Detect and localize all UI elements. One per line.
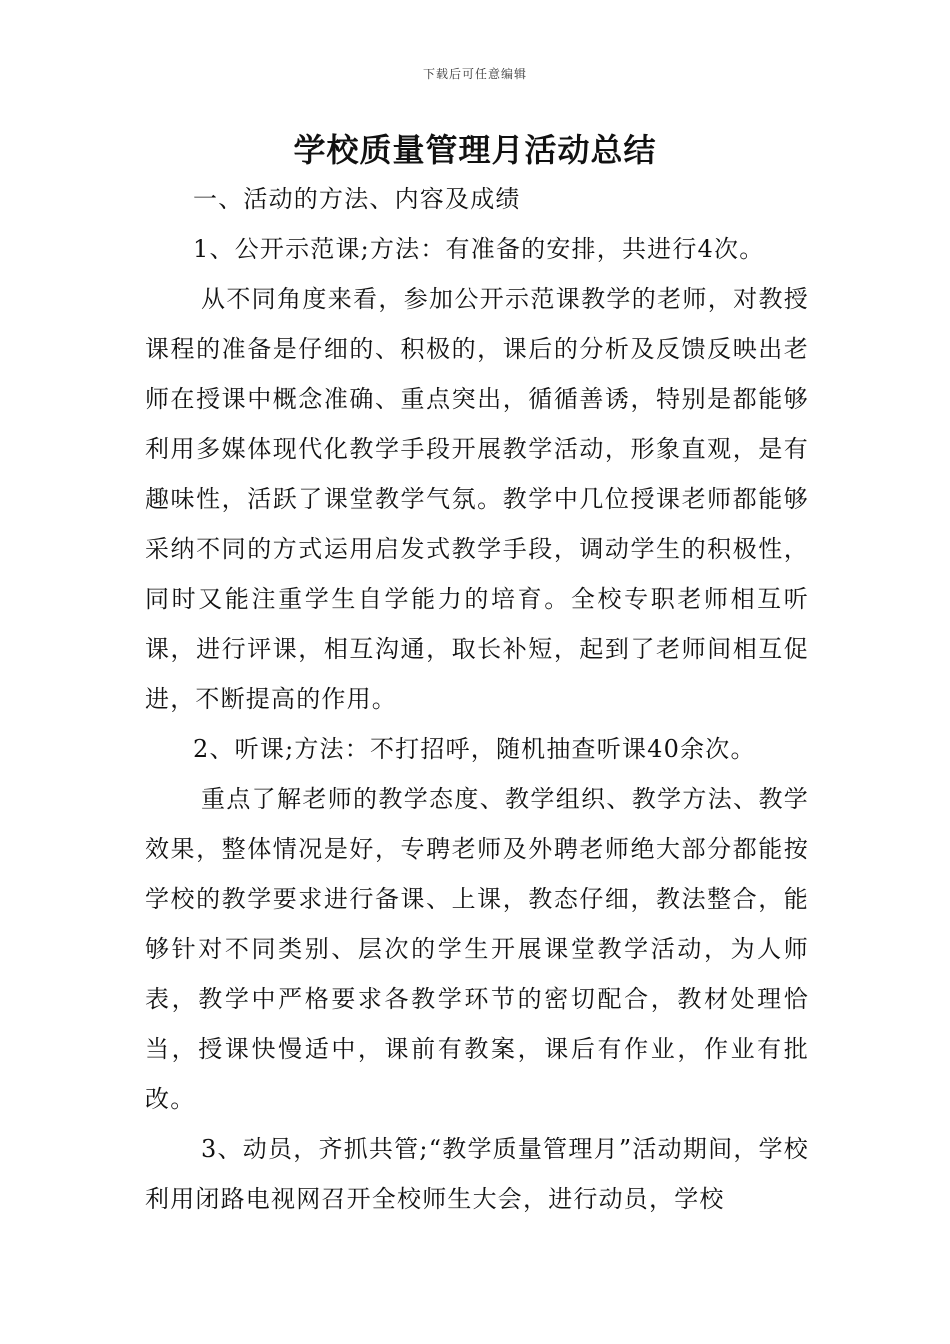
section-heading: 一、活动的方法、内容及成绩 [193,185,521,213]
item-1-heading: 1、公开示范课;方法：有准备的安排，共进行4次。 [193,235,765,263]
item-2-paragraph: 重点了解老师的教学态度、教学组织、教学方法、教学效果，整体情况是好，专聘老师及外聘老师绝大部分都能按学校的教学要求进行备课、上课，教态仔细，教法整合，能够针对不同类别、层次的学生开展课堂教学活动，为人师表，教学中严格要求各教学环节的密切配合，教材处理恰当，授课快慢适中，课前有教案，课后有作业，作业有批改。 [145,785,809,1113]
item-2-heading: 2、听课;方法：不打招呼，随机抽查听课40余次。 [193,735,756,763]
document-body [145,174,809,1224]
header-note: 下载后可任意编辑 [422,67,527,81]
item-3-paragraph: 3、动员，齐抓共管;“教学质量管理月”活动期间，学校利用闭路电视网召开全校师生大会，进行动员，学校 [145,1135,809,1213]
item-1-paragraph: 从不同角度来看，参加公开示范课教学的老师，对教授课程的准备是仔细的、积极的，课后的分析及反馈反映出老师在授课中概念准确、重点突出，循循善诱，特别是都能够利用多媒体现代化教学手段开展教学活动，形象直观，是有趣味性，活跃了课堂教学气氛。教学中几位授课老师都能够采纳不同的方式运用启发式教学手段，调动学生的积极性，同时又能注重学生自学能力的培育。全校专职老师相互听课，进行评课，相互沟通，取长补短，起到了老师间相互促进，不断提高的作用。 [145,285,809,713]
document-title: 学校质量管理月活动总结 [293,131,657,169]
